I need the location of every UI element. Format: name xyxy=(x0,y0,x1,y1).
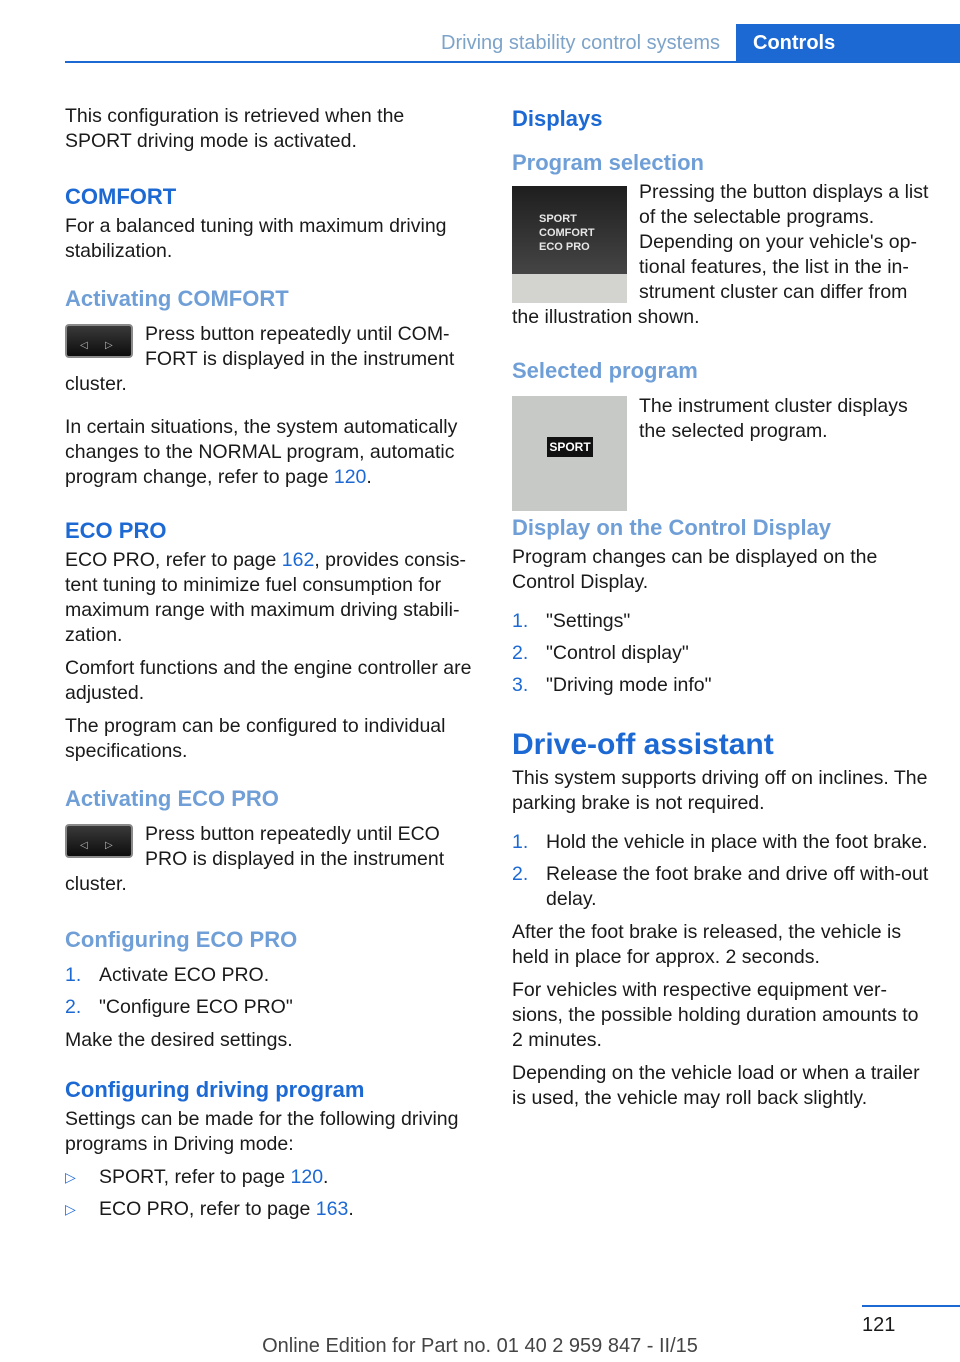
screen-line: SPORT xyxy=(539,213,577,225)
program-selection-paragraph: Pressing the button displays a list of the selectable programs. Depending on your vehicle's op‐tional features, the list in the in‐strument cluster can differ from the illustration shown. xyxy=(512,181,929,328)
list-item xyxy=(512,641,932,666)
program-list-screen-image xyxy=(512,186,627,303)
screen-line: COMFORT xyxy=(539,227,595,239)
situations-text: In certain situations, the system automatically changes to the NORMAL program, automatic program change, refer to page xyxy=(65,416,458,488)
bullet-end: . xyxy=(348,1198,354,1220)
screen-program-list xyxy=(539,212,595,254)
footer-divider xyxy=(862,1305,960,1307)
list-item-text: "Settings" xyxy=(546,610,631,632)
selected-program-screen-image xyxy=(512,396,627,511)
page-number: 121 xyxy=(862,1314,896,1336)
bullet-end: . xyxy=(323,1166,329,1188)
bullet-text: ECO PRO, refer to page xyxy=(99,1198,316,1220)
list-item xyxy=(512,830,932,855)
bullet-triangle-icon: ▷ xyxy=(65,1169,76,1185)
list-item xyxy=(65,995,475,1020)
list-item-text: Hold the vehicle in place with the foot brake. xyxy=(546,831,928,853)
program-config-paragraph: The program can be configured to individual specifications. xyxy=(65,715,446,762)
page-link-163[interactable]: 163 xyxy=(315,1198,349,1220)
list-item-text: Activate ECO PRO. xyxy=(99,964,270,986)
selected-program-heading: Selected program xyxy=(512,358,698,383)
footer-edition: Online Edition for Part no. 01 40 2 959 847 - II/15 xyxy=(262,1335,698,1357)
activating-ecopro-block xyxy=(65,822,475,897)
list-item xyxy=(512,862,932,912)
list-number: 2. xyxy=(512,863,529,885)
left-column xyxy=(65,104,475,1230)
comfort-paragraph: For a balanced tuning with maximum driving stabilization. xyxy=(65,215,447,262)
page-link-120[interactable]: 120 xyxy=(290,1166,324,1188)
screen-panel xyxy=(512,186,627,274)
activating-comfort-block xyxy=(65,322,475,397)
list-number: 2. xyxy=(65,996,82,1018)
header-section-title: Driving stability control systems xyxy=(441,32,720,54)
header-chapter-tab[interactable]: Controls xyxy=(736,24,960,62)
list-item-text: "Driving mode info" xyxy=(546,674,712,696)
trailer-paragraph: Depending on the vehicle load or when a trailer is used, the vehicle may roll back slightly. xyxy=(512,1062,920,1109)
configuring-program-heading: Configuring driving program xyxy=(65,1077,365,1102)
screen-line: ECO PRO xyxy=(539,241,590,253)
bullet-item xyxy=(65,1197,475,1222)
list-item xyxy=(512,673,932,698)
intro-paragraph: This configuration is retrieved when the SPORT driving mode is activated. xyxy=(65,105,405,152)
right-column xyxy=(512,104,932,1119)
driveoff-paragraph: This system supports driving off on inclines. The parking brake is not required. xyxy=(512,767,928,814)
ecopro-text-a: ECO PRO, refer to page xyxy=(65,549,282,571)
activating-ecopro-paragraph: Press button repeatedly until ECO PRO is displayed in the instrument cluster. xyxy=(65,823,445,895)
activating-ecopro-heading: Activating ECO PRO xyxy=(65,786,279,811)
configuring-program-paragraph: Settings can be made for the following driving programs in Driving mode: xyxy=(65,1108,459,1155)
list-number: 1. xyxy=(65,964,82,986)
driveoff-heading: Drive-off assistant xyxy=(512,728,774,761)
selected-program-badge: SPORT xyxy=(547,437,593,457)
page-link-120[interactable]: 120 xyxy=(333,466,367,488)
make-settings-paragraph: Make the desired settings. xyxy=(65,1029,293,1051)
ecopro-heading: ECO PRO xyxy=(65,518,167,543)
driving-mode-button-icon: ◁ ▷ xyxy=(65,824,133,858)
driveoff-steps xyxy=(512,830,932,912)
displays-heading: Displays xyxy=(512,106,603,131)
list-item xyxy=(65,963,475,988)
ecopro-paragraph xyxy=(65,548,475,648)
list-number: 3. xyxy=(512,674,529,696)
list-item-text: Release the foot brake and drive off with‐out delay. xyxy=(546,863,929,910)
program-selection-block xyxy=(512,180,932,330)
control-display-heading: Display on the Control Display xyxy=(512,515,832,540)
control-display-steps xyxy=(512,609,932,698)
list-item-text: "Configure ECO PRO" xyxy=(99,996,293,1018)
list-number: 2. xyxy=(512,642,529,664)
situations-paragraph xyxy=(65,415,475,490)
selected-program-block xyxy=(512,394,932,454)
activating-comfort-paragraph: Press button repeatedly until COM‐FORT is displayed in the instrument cluster. xyxy=(65,323,455,395)
configuring-ecopro-heading: Configuring ECO PRO xyxy=(65,927,298,952)
activating-comfort-heading: Activating COMFORT xyxy=(65,286,289,311)
configuring-ecopro-list xyxy=(65,963,475,1020)
list-number: 1. xyxy=(512,831,529,853)
equipment-paragraph: For vehicles with respective equipment ver‐sions, the possible holding duration amounts to 2 minutes. xyxy=(512,979,919,1051)
list-number: 1. xyxy=(512,610,529,632)
ecopro-text-b: , provides consis‐tent tuning to minimize fuel consumption for maximum range with maximum driving stabili‐zation. xyxy=(65,549,467,646)
comfort-heading: COMFORT xyxy=(65,184,177,209)
bullet-triangle-icon: ▷ xyxy=(65,1201,76,1217)
control-display-paragraph: Program changes can be displayed on the Control Display. xyxy=(512,546,878,593)
list-item-text: "Control display" xyxy=(546,642,689,664)
bullet-text: SPORT, refer to page xyxy=(99,1166,291,1188)
program-selection-heading: Program selection xyxy=(512,150,704,175)
page-link-162[interactable]: 162 xyxy=(281,549,315,571)
after-release-paragraph: After the foot brake is released, the vehicle is held in place for approx. 2 seconds. xyxy=(512,921,902,968)
situations-end: . xyxy=(366,466,372,488)
driving-program-bullets xyxy=(65,1165,475,1222)
selected-program-paragraph: The instrument cluster displays the selected program. xyxy=(639,395,908,442)
list-item xyxy=(512,609,932,634)
header-divider xyxy=(65,61,960,63)
comfort-functions-paragraph: Comfort functions and the engine controller are adjusted. xyxy=(65,657,472,704)
bullet-item xyxy=(65,1165,475,1190)
driving-mode-button-icon: ◁ ▷ xyxy=(65,324,133,358)
